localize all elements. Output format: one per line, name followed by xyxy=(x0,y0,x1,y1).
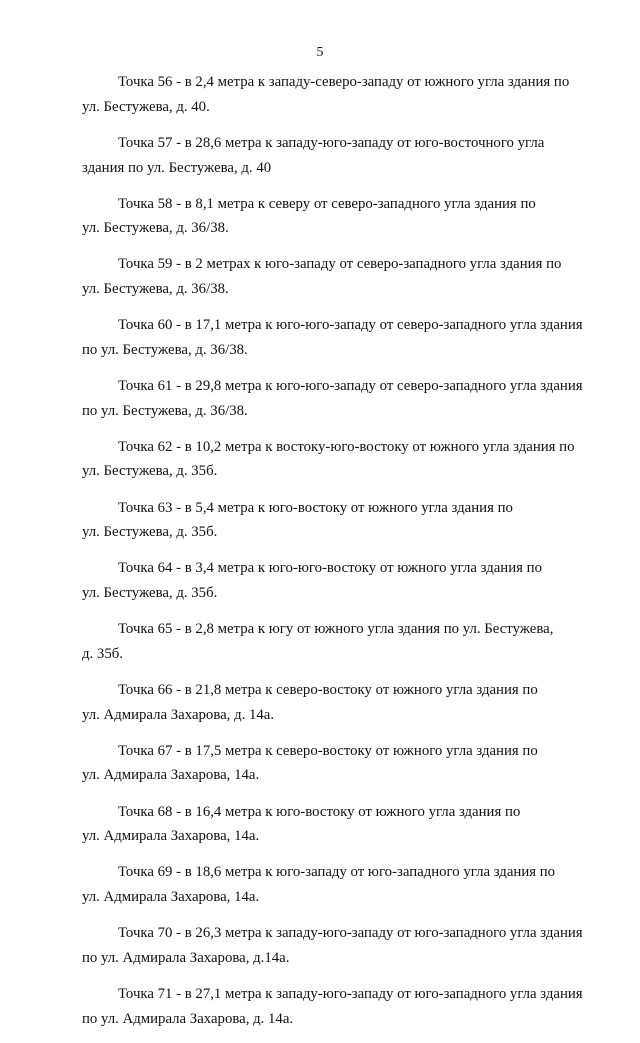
point-paragraph: Точка 60 - в 17,1 метра к юго-юго-западу от северо-западного угла здания по ул. Бестужева, д. 36/38. xyxy=(82,317,583,358)
point-paragraph: Точка 62 - в 10,2 метра к востоку-юго-востоку от южного угла здания по ул. Бестужева, д. 35б. xyxy=(82,438,575,480)
point-paragraph: Точка 64 - в 3,4 метра к юго-юго-востоку от южного угла здания по ул. Бестужева, д. 35б. xyxy=(82,560,542,602)
point-paragraph: Точка 61 - в 29,8 метра к юго-юго-западу от северо-западного угла здания по ул. Бестужева, д. 36/38. xyxy=(82,377,583,419)
point-paragraph: Точка 57 - в 28,6 метра к западу-юго-западу от юго-восточного угла здания по ул. Бестужева, д. 40 xyxy=(82,134,545,176)
points-list xyxy=(82,70,587,1043)
point-paragraph: Точка 67 - в 17,5 метра к северо-востоку от южного угла здания по ул. Адмирала Захарова, 14а. xyxy=(82,742,538,784)
point-paragraph: Точка 58 - в 8,1 метра к северу от северо-западного угла здания по ул. Бестужева, д. 36/38. xyxy=(82,195,536,237)
point-paragraph: Точка 70 - в 26,3 метра к западу-юго-западу от юго-западного угла здания по ул. Адмирала Захарова, д.14а. xyxy=(82,925,583,966)
point-paragraph: Точка 56 - в 2,4 метра к западу-северо-западу от южного угла здания по ул. Бестужева, д. 40. xyxy=(82,74,570,115)
point-paragraph: Точка 63 - в 5,4 метра к юго-востоку от южного угла здания по ул. Бестужева, д. 35б. xyxy=(82,499,513,541)
point-paragraph: Точка 66 - в 21,8 метра к северо-востоку от южного угла здания по ул. Адмирала Захарова, д. 14а. xyxy=(82,681,538,723)
point-paragraph: Точка 71 - в 27,1 метра к западу-юго-западу от юго-западного угла здания по ул. Адмирала Захарова, д. 14а. xyxy=(82,985,583,1027)
point-paragraph: Точка 69 - в 18,6 метра к юго-западу от юго-западного угла здания по ул. Адмирала Захарова, 14а. xyxy=(82,864,556,906)
page-number: 5 xyxy=(316,45,324,60)
point-paragraph: Точка 68 - в 16,4 метра к юго-востоку от южного угла здания по ул. Адмирала Захарова, 14а. xyxy=(82,803,521,845)
point-paragraph: Точка 59 - в 2 метрах к юго-западу от северо-западного угла здания по ул. Бестужева, д. 36/38. xyxy=(82,256,562,298)
point-paragraph: Точка 65 - в 2,8 метра к югу от южного угла здания по ул. Бестужева, д. 35б. xyxy=(82,621,554,662)
